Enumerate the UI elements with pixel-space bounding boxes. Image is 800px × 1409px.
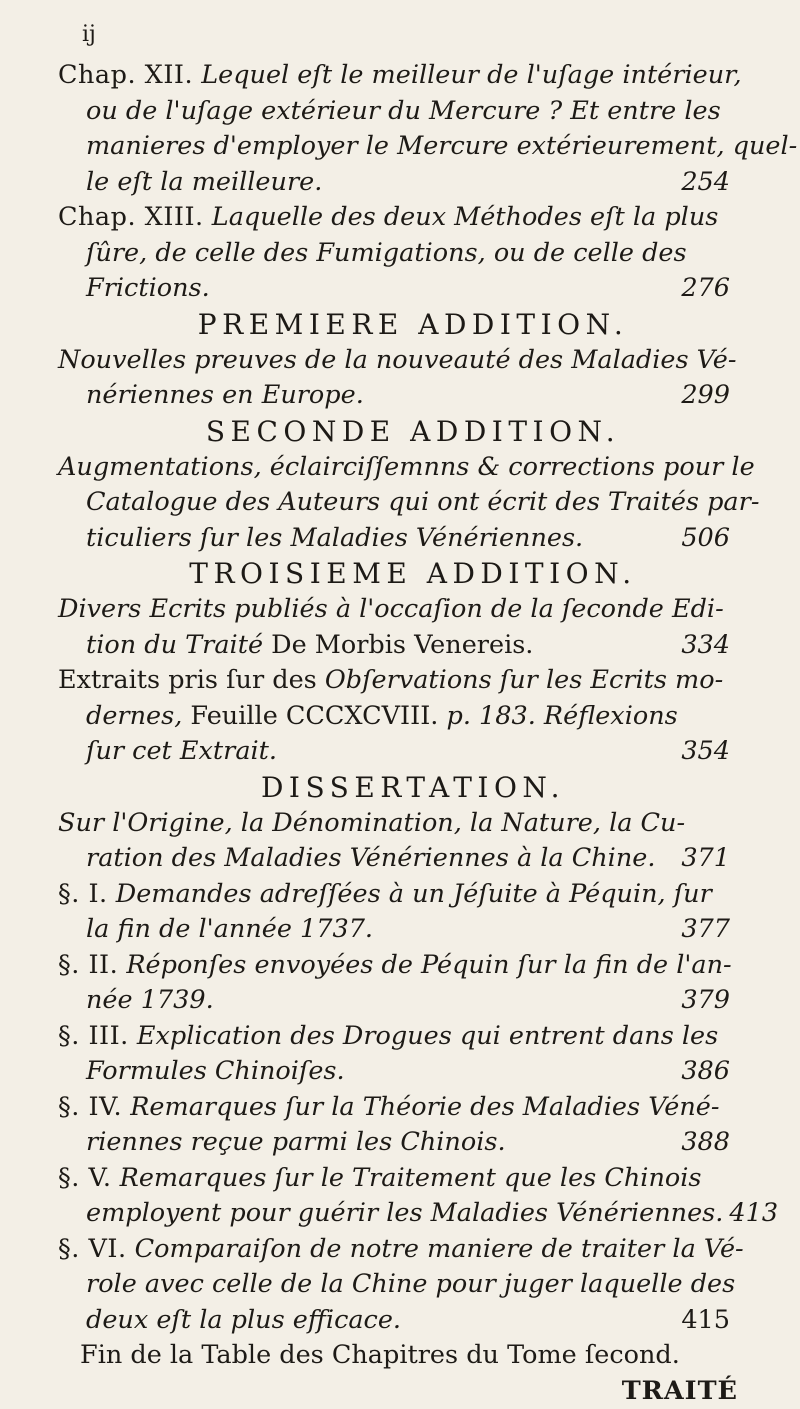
page-number: 354 <box>681 734 730 770</box>
page-number: 334 <box>681 628 730 664</box>
toc-entry-chap-13 <box>58 200 758 307</box>
page-number: 386 <box>681 1054 730 1090</box>
entry-line: p. 183. Réflexions <box>447 701 678 731</box>
entry-line: Feuille CCCXCVIII. <box>190 701 438 731</box>
page-number: 377 <box>681 912 730 948</box>
page-number: 506 <box>681 521 730 557</box>
entry-line: ſur cet Extrait. <box>86 736 277 766</box>
toc-entry-addition-2 <box>58 450 758 557</box>
entry-line: nériennes en Europe. <box>86 380 364 410</box>
section-number: §. III. <box>58 1021 129 1051</box>
chapter-title-line: ou de l'uſage extérieur du Mercure ? Et entre les <box>58 94 758 130</box>
section-number: §. II. <box>58 950 118 980</box>
toc-entry-addition-3b <box>58 663 758 770</box>
toc-entry-addition-1 <box>58 343 758 414</box>
chapter-title-line: Laquelle des deux Méthodes eſt la plus <box>212 202 719 232</box>
entry-line: Divers Ecrits publiés à l'occaſion de la ſeconde Edi- <box>58 592 758 628</box>
page-number: 415 <box>681 1303 730 1339</box>
toc-entry-section-4 <box>58 1090 758 1161</box>
section-number: §. VI. <box>58 1234 127 1264</box>
page-number: 413 <box>729 1198 778 1228</box>
entry-line: riennes reçue parmi les Chinois. <box>86 1127 506 1157</box>
entry-line: Obſervations ſur les Ecrits mo- <box>325 665 723 695</box>
entry-line: Formules Chinoiſes. <box>86 1056 345 1086</box>
signature-mark: ij <box>82 24 96 46</box>
entry-line: Demandes adreſſées à un Jéſuite à Péquin, ſur <box>116 879 712 909</box>
entry-line: ration des Maladies Vénériennes à la Chine. <box>86 843 655 873</box>
catchword: TRAITÉ <box>58 1374 758 1409</box>
toc-entry-chap-12 <box>58 58 758 200</box>
entry-line: Sur l'Origine, la Dénomination, la Nature, la Cu- <box>58 806 758 842</box>
entry-line: ticuliers ſur les Maladies Vénériennes. <box>86 523 583 553</box>
chapter-number: Chap. XIII. <box>58 202 204 232</box>
entry-line: Réponſes envoyées de Péquin ſur la fin de l'an- <box>126 950 731 980</box>
section-heading-troisieme-addition: TROISIEME ADDITION. <box>58 556 758 592</box>
section-number: §. V. <box>58 1163 112 1193</box>
entry-line: Remarques ſur la Théorie des Maladies Véné- <box>130 1092 719 1122</box>
section-number: §. I. <box>58 879 108 909</box>
entry-line: Comparaiſon de notre maniere de traiter la Vé- <box>135 1234 744 1264</box>
page-number: 371 <box>681 841 730 877</box>
page-number: 388 <box>681 1125 730 1161</box>
entry-line: Catalogue des Auteurs qui ont écrit des Traités par- <box>58 485 758 521</box>
entry-line: Augmentations, éclairciſſemnns & corrections pour le <box>58 450 758 486</box>
entry-line: dernes, <box>86 701 182 731</box>
entry-line: la fin de l'année 1737. <box>86 914 373 944</box>
section-number: §. IV. <box>58 1092 122 1122</box>
toc-entry-section-3 <box>58 1019 758 1090</box>
entry-line: Remarques ſur le Traitement que les Chinois <box>120 1163 702 1193</box>
page-number: 254 <box>681 165 730 201</box>
entry-line: Extraits pris ſur des <box>58 665 317 695</box>
table-of-contents <box>58 58 758 1409</box>
page-number: 379 <box>681 983 730 1019</box>
entry-line: employent pour guérir les Maladies Vénériennes. <box>86 1198 723 1228</box>
toc-entry-dissertation <box>58 806 758 877</box>
section-heading-seconde-addition: SECONDE ADDITION. <box>58 414 758 450</box>
entry-line: deux eſt la plus efficace. <box>86 1305 401 1335</box>
section-heading-premiere-addition: PREMIERE ADDITION. <box>58 307 758 343</box>
entry-line: De Morbis Venereis. <box>271 630 533 660</box>
entry-line: née 1739. <box>86 985 214 1015</box>
chapter-title-line: ſûre, de celle des Fumigations, ou de celle des <box>58 236 758 272</box>
page-number: 299 <box>681 378 730 414</box>
section-heading-dissertation: DISSERTATION. <box>58 770 758 806</box>
end-of-table-line: Fin de la Table des Chapitres du Tome ſecond. <box>58 1338 758 1374</box>
entry-line: role avec celle de la Chine pour juger laquelle des <box>58 1267 758 1303</box>
page-number: 276 <box>681 271 730 307</box>
toc-entry-section-5 <box>58 1161 758 1232</box>
chapter-title-line: le eſt la meilleure. <box>86 167 322 197</box>
toc-entry-section-6 <box>58 1232 758 1339</box>
chapter-number: Chap. XII. <box>58 60 193 90</box>
chapter-title-line: Frictions. <box>86 273 210 303</box>
entry-line: Nouvelles preuves de la nouveauté des Maladies Vé- <box>58 343 758 379</box>
entry-line: Explication des Drogues qui entrent dans les <box>137 1021 718 1051</box>
entry-line: tion du Traité <box>86 630 263 660</box>
chapter-title-line: manieres d'employer le Mercure extérieurement, quel- <box>58 129 758 165</box>
toc-entry-section-1 <box>58 877 758 948</box>
toc-entry-addition-3a <box>58 592 758 663</box>
chapter-title-line: Lequel eſt le meilleur de l'uſage intérieur, <box>201 60 741 90</box>
toc-entry-section-2 <box>58 948 758 1019</box>
